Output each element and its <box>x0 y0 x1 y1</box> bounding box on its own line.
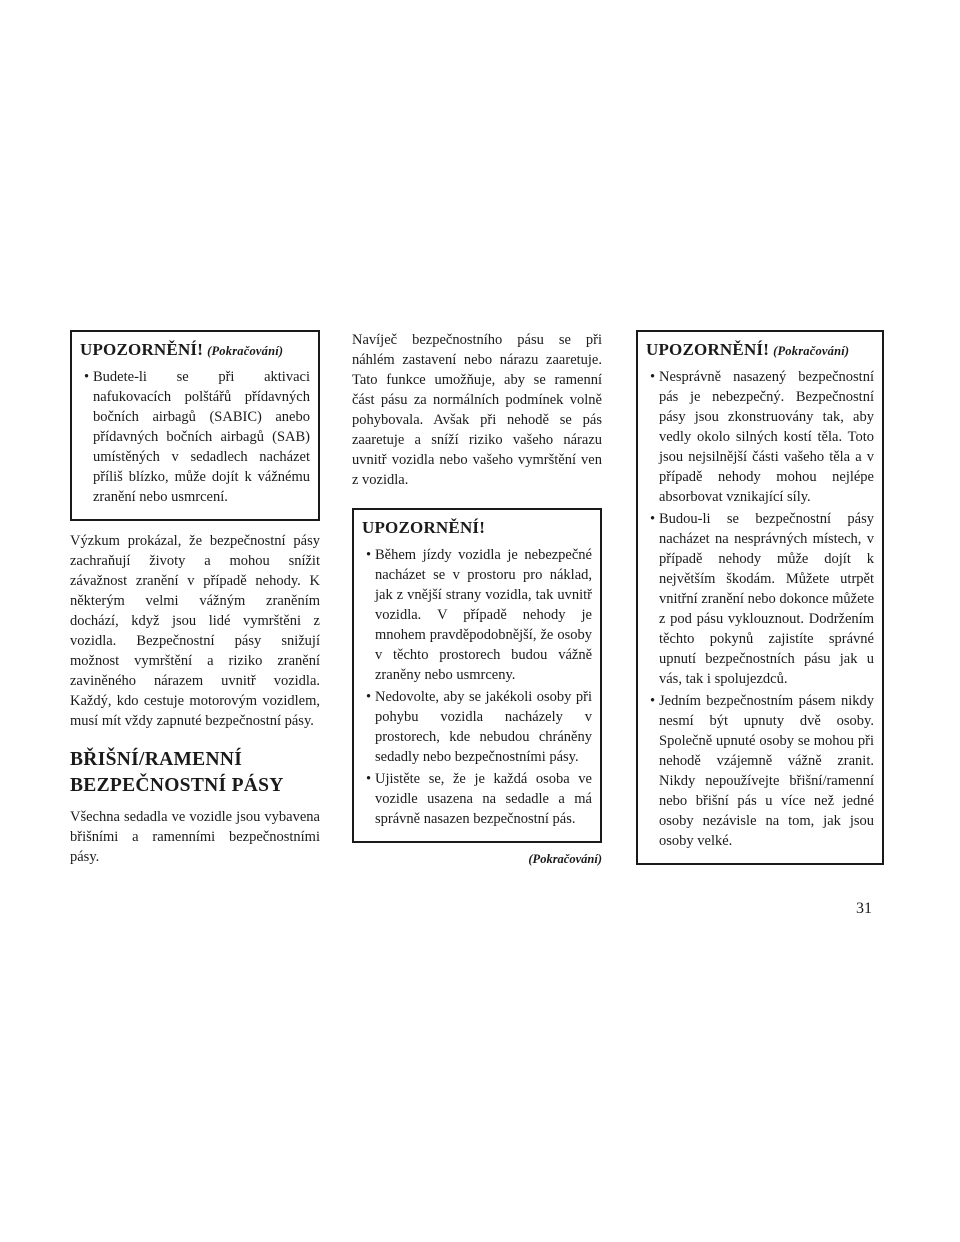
warning-box-continued <box>636 330 884 865</box>
body-paragraph: Výzkum prokázal, že bezpečnostní pásy zachraňují životy a mohou snížit závažnost zranění v případě nehody. K některým velmi vážným zraněním dochází, když jsou lidé vymrštěni z vozidla. Bezpečnostní pásy snižují možnost vymrštění a riziko zranění zaviněného nárazem uvnitř vozidla. Každý, kdo cestuje motorovým vozidlem, musí mít vždy zapnuté bezpečnostní pásy. <box>70 533 320 729</box>
warning-title-text: UPOZORNĚNÍ! <box>80 340 204 359</box>
warning-box <box>352 508 602 843</box>
warning-box-continued <box>70 330 320 521</box>
warning-continued-label: (Pokračování) <box>773 344 850 358</box>
continued-note: (Pokračování) <box>528 852 602 866</box>
warning-title <box>80 340 310 360</box>
warning-item: • Budete-li se při aktivaci nafukovacích polštářů přídavných bočních airbagů (SABIC) anebo přídavných bočních airbagů (SAB) umístěných v sedadlech nacházet příliš blízko, může dojít k vážnému zranění nebo usmrcení. <box>80 367 310 507</box>
warning-list <box>646 367 874 851</box>
warning-item: • Jedním bezpečnostním pásem nikdy nesmí být upnuty dvě osoby. Společně upnuté osoby se mohou při nehodě vzájemně vážně zranit. Nikdy nepoužívejte břišní/ramenní nebo břišní pás u více než jedné osoby nezávisle na tom, jak jsou osoby velké. <box>646 691 874 851</box>
warning-list <box>80 367 310 507</box>
warning-item: • Budou-li se bezpečnostní pásy nacházet na nesprávných místech, v případě nehody může dojít k největším škodám. Můžete utrpět vnitřní zranění nebo dokonce můžete z pod pásu vyklouznout. Dodržením těchto pokynů zajistíte správné upnutí bezpečnostních pásu jak u vás, tak i spolujezdců. <box>646 509 874 689</box>
warning-list <box>362 545 592 829</box>
warning-item: • Nedovolte, aby se jakékoli osoby při pohybu vozidla nacházely v prostorech, kde nebudou chráněny sedadly nebo bezpečnostními pásy. <box>362 687 592 767</box>
column-right <box>636 330 884 865</box>
warning-continued-label: (Pokračování) <box>207 344 284 358</box>
section-heading-line: BEZPEČNOSTNÍ PÁSY <box>70 775 284 796</box>
warning-title <box>646 340 874 360</box>
warning-item: • Ujistěte se, že je každá osoba ve vozidle usazena na sedadle a má správně nasazen bezpečnostní pás. <box>362 769 592 829</box>
warning-item: • Nesprávně nasazený bezpečnostní pás je nebezpečný. Bezpečnostní pásy jsou zkonstruovány tak, aby vedly okolo silných kostí těla. Toto jsou nejsilnější části vašeho těla a v případě nehody mohou nejlépe absorbovat vznikající síly. <box>646 367 874 507</box>
section-heading <box>70 747 320 799</box>
page-number: 31 <box>856 900 872 917</box>
column-left <box>70 330 320 867</box>
column-middle <box>352 330 602 867</box>
warning-item: • Během jízdy vozidla je nebezpečné nacházet se v prostoru pro náklad, jak z vnější strany vozidla, tak uvnitř vozidla. V případě nehody je mnohem pravděpodobnější, že osoby v těchto prostorech budou vážně zraněny nebo usmrceny. <box>362 545 592 685</box>
warning-title-text: UPOZORNĚNÍ! <box>646 340 770 359</box>
section-heading-line: BŘIŠNÍ/RAMENNÍ <box>70 749 243 770</box>
body-paragraph: Navíječ bezpečnostního pásu se při náhlém zastavení nebo nárazu zaaretuje. Tato funkce umožňuje, aby se ramenní část pásu za normálních podmínek volně pohybovala. Avšak při nehodě se pás zaaretuje a sníží riziko vašeho nárazu uvnitř vozidla nebo vašeho vymrštění ven z vozidla. <box>352 332 602 488</box>
warning-title: UPOZORNĚNÍ! <box>362 518 486 537</box>
body-paragraph: Všechna sedadla ve vozidle jsou vybavena břišními a ramenními bezpečnostními pásy. <box>70 809 320 865</box>
